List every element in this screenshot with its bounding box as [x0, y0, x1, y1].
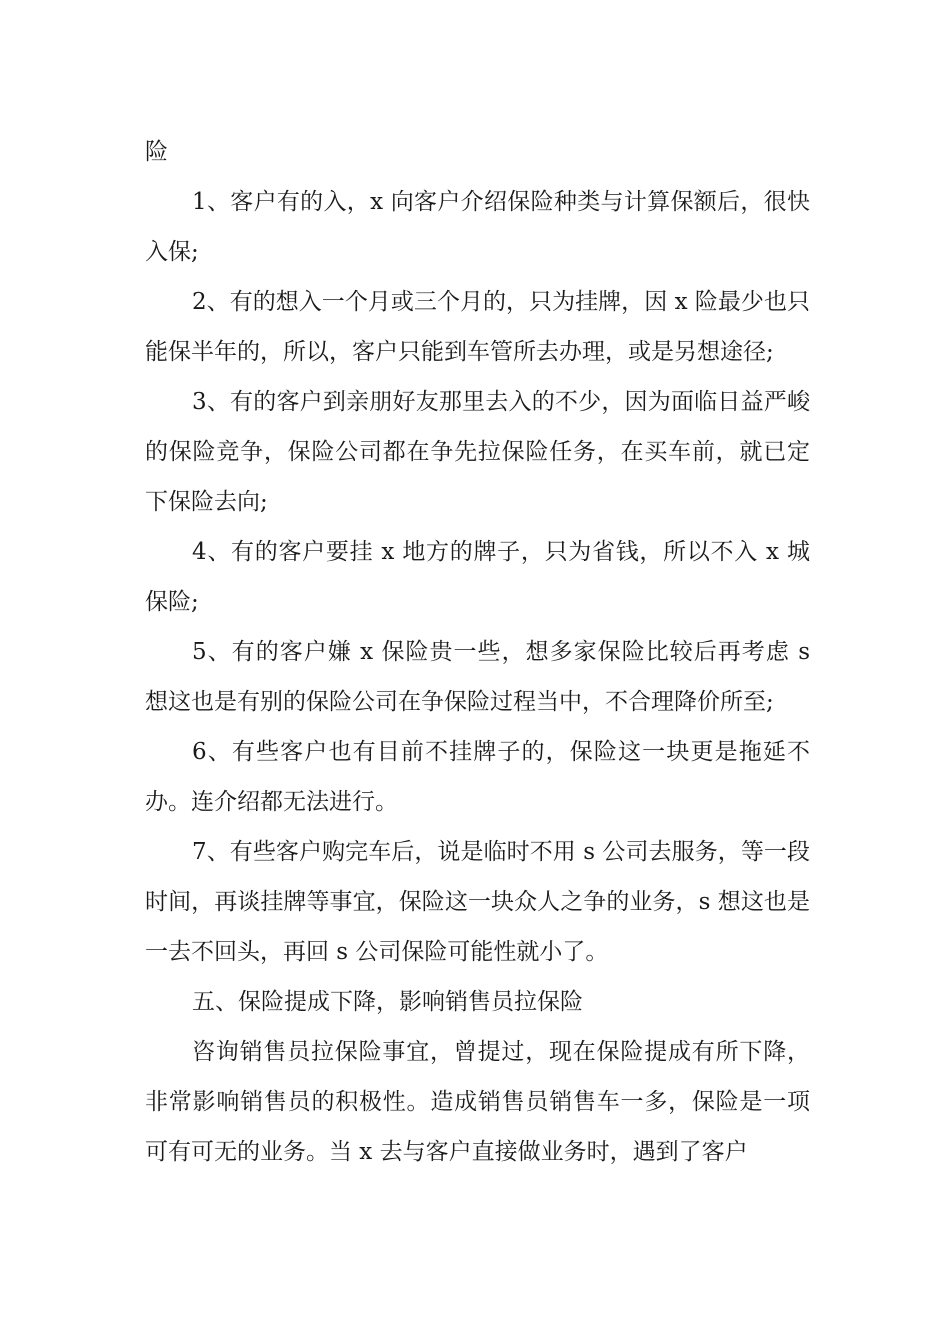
document-body: [145, 127, 810, 1177]
paragraph-item-2: 2、有的想入一个月或三个月的，只为挂牌，因 x 险最少也只能保半年的，所以，客户只能到车管所去办理，或是另想途径;: [145, 289, 810, 365]
paragraph-continuation: 险: [145, 139, 168, 165]
paragraph-item-3: 3、有的客户到亲朋好友那里去入的不少，因为面临日益严峻的保险竞争，保险公司都在争先拉保险任务，在买车前，就已定下保险去向;: [145, 389, 810, 515]
paragraph-item-6: 6、有些客户也有目前不挂牌子的，保险这一块更是拖延不办。连介绍都无法进行。: [145, 739, 810, 815]
paragraph-item-7: 7、有些客户购完车后，说是临时不用 s 公司去服务，等一段时间，再谈挂牌等事宜，保险这一块众人之争的业务，s 想这也是一去不回头，再回 s 公司保险可能性就小了。: [145, 839, 810, 965]
paragraph-item-4: 4、有的客户要挂 x 地方的牌子，只为省钱，所以不入 x 城保险;: [145, 539, 810, 615]
section-heading-5: 五、保险提成下降，影响销售员拉保险: [192, 989, 583, 1015]
paragraph-body: 咨询销售员拉保险事宜，曾提过，现在保险提成有所下降，非常影响销售员的积极性。造成销售员销售车一多，保险是一项可有可无的业务。当 x 去与客户直接做业务时，遇到了客户: [145, 1039, 810, 1165]
paragraph-item-1: 1、客户有的入，x 向客户介绍保险种类与计算保额后，很快入保;: [145, 189, 810, 265]
paragraph-item-5: 5、有的客户嫌 x 保险贵一些，想多家保险比较后再考虑 s 想这也是有别的保险公司在争保险过程当中，不合理降价所至;: [145, 639, 810, 715]
